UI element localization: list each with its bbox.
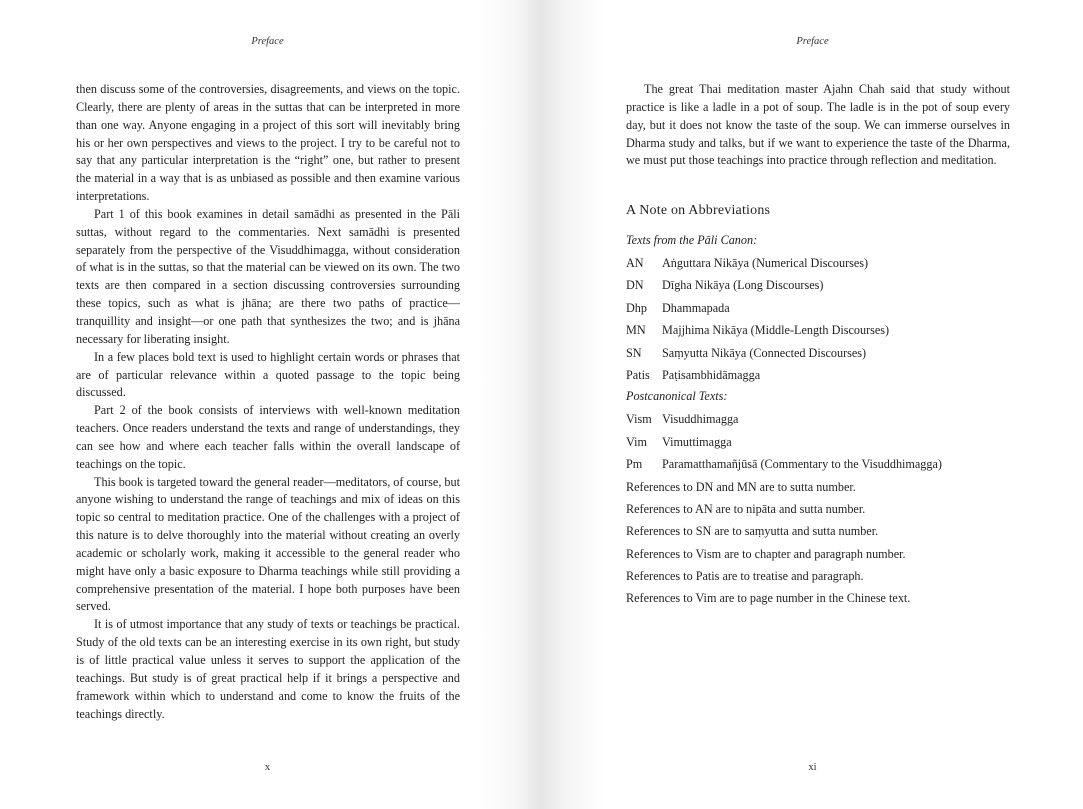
abbreviation-name: Paṭisambhidāmagga [662, 367, 761, 382]
abbreviation-code: AN [626, 256, 644, 270]
paragraph: Part 2 of the book consists of interviews with well-known meditation teachers. Once readers understand the texts and range of understandings, they can see how and where each teacher falls within the overall landscape of teachings on the topic. [76, 403, 460, 471]
body-text [76, 81, 460, 723]
abbreviation-entry [626, 364, 1026, 386]
abbreviation-code: DN [626, 278, 644, 293]
paragraph: The great Thai meditation master Ajahn Chah said that study without practice is like a ladle in a pot of soup. The ladle is in the pot of soup every day, but it does not know the taste of the soup. We can immerse ourselves in Dharma study and talks, but if we want to experience the taste of the Dharma, we must put those teachings into practice through reflection and meditation. [626, 82, 1010, 168]
section-heading: A Note on Abbreviations [626, 203, 771, 218]
abbreviation-name: Saṃyutta Nikāya (Connected Discourses) [662, 345, 867, 360]
reference-note: References to SN are to saṃyutta and sutta number. [626, 524, 879, 539]
abbreviation-code: Patis [626, 367, 650, 382]
abbreviation-name: Majjhima Nikāya (Middle-Length Discourses) [662, 323, 890, 338]
reference-note: References to Vism are to chapter and paragraph number. [626, 546, 906, 561]
abbreviation-code: Vim [626, 434, 647, 449]
canon-subheading: Texts from the Pāli Canon: [626, 233, 758, 247]
abbreviation-code: Pm [626, 457, 643, 472]
abbreviation-name: Vimuttimagga [662, 434, 732, 449]
abbreviation-entry [626, 453, 1026, 475]
running-head: Preface [796, 36, 829, 47]
abbreviation-entry [626, 274, 1026, 296]
abbreviation-name: Aṅguttara Nikāya (Numerical Discourses) [662, 256, 869, 270]
body-text [626, 81, 1010, 170]
abbreviation-name: Visuddhimagga [662, 412, 739, 427]
abbreviation-entry [626, 431, 1026, 453]
abbreviation-code: MN [626, 323, 646, 338]
reference-note: References to Patis are to treatise and paragraph. [626, 569, 864, 584]
page-number: x [264, 762, 271, 773]
left-page [0, 0, 541, 809]
reference-note: References to Vim are to page number in the Chinese text. [626, 591, 911, 606]
right-page [542, 0, 1083, 809]
abbreviation-name: Dīgha Nikāya (Long Discourses) [662, 278, 824, 293]
abbreviation-code: Vism [626, 412, 652, 427]
page-number: xi [808, 762, 817, 773]
paragraph: Part 1 of this book examines in detail samādhi as presented in the Pāli suttas, without regard to the commentaries. Next samādhi is presented separately from the perspective of the Visuddhimagga, without consideration of what is in the suttas, so that the material can be viewed on its own. The two texts are then compared in a section discussing controversies surrounding these topics, such as what is jhāna; are there two paths of practice—tranquillity and insight—or one path that synthesizes the two; and is jhāna necessary for liberating insight. [76, 206, 460, 346]
abbreviation-name: Paramatthamañjūsā (Commentary to the Visuddhimagga) [662, 457, 942, 472]
reference-note: References to DN and MN are to sutta number. [626, 479, 856, 494]
abbreviation-entry [626, 342, 1026, 364]
abbreviation-entry [626, 319, 1026, 341]
abbreviation-code: Dhp [626, 300, 647, 315]
abbreviation-name: Dhammapada [662, 300, 730, 315]
paragraph: then discuss some of the controversies, disagreements, and views on the topic. Clearly, there are plenty of areas in the suttas that can be interpreted in more than one way. Anyone engaging in a project of this sort will inevitably bring his or her own perspectives and views to the project. I try to be careful not to say that any particular interpretation is the “right” one, but rather to present the material in a way that is as unbiased as possible and then examine various interpretations. [76, 82, 460, 204]
abbreviation-entry [626, 297, 1026, 319]
running-head: Preface [251, 36, 284, 47]
paragraph: This book is targeted toward the general reader—meditators, of course, but anyone wishing to understand the range of teachings and mix of ideas on this topic so central to meditation practice. One of the challenges with a project of this nature is to delve thoroughly into the material without creating an overly academic or scholarly work, making it accessible to the general reader who might have only a basic exposure to Dharma teachings while still providing a comprehensive presentation of the material. I hope both purposes have been served. [76, 474, 460, 614]
abbreviations-list [626, 230, 1026, 610]
reference-note: References to AN are to nipāta and sutta number. [626, 501, 866, 516]
abbreviation-code: SN [626, 345, 642, 360]
abbreviation-entry [626, 408, 1026, 430]
postcanon-subheading: Postcanonical Texts: [626, 389, 728, 404]
paragraph: It is of utmost importance that any study of texts or teachings be practical. Study of the old texts can be an interesting exercise in its own right, but study is of little practical value unless it serves to support the application of the teachings. But study is of great practical help if it brings a perspective and framework within which to understand and come to know the fruits of the teachings directly. [76, 617, 460, 721]
abbreviation-entry [626, 252, 1026, 274]
paragraph: In a few places bold text is used to highlight certain words or phrases that are of particular relevance within a quoted passage to the topic being discussed. [76, 349, 460, 400]
